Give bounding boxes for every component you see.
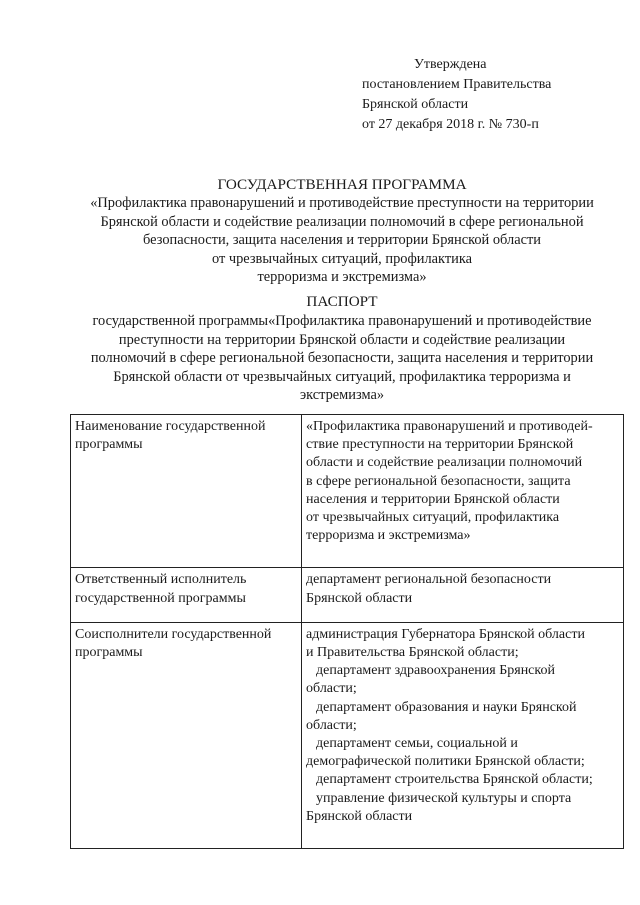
approval-line: Утверждена xyxy=(414,57,487,72)
table-label-cell xyxy=(71,568,302,622)
value-line: департамент региональной безопасности xyxy=(306,572,552,588)
value-line: департамент образования и науки Брянской xyxy=(316,699,577,715)
passport-title-line: экстремизма» xyxy=(299,387,385,404)
label-line: государственной программы xyxy=(75,590,246,606)
value-line: Брянской области xyxy=(306,590,413,606)
table-value-cell xyxy=(302,622,624,848)
value-line: «Профилактика правонарушений и противодей- xyxy=(306,419,593,434)
value-line: департамент здравоохранения Брянской xyxy=(316,663,555,679)
label-line: программы xyxy=(75,437,143,453)
value-line: области; xyxy=(306,717,357,733)
value-line: от чрезвычайных ситуаций, профилактика xyxy=(306,510,560,526)
passport-title-line: преступности на территории Брянской области и содействие реализации xyxy=(118,331,566,348)
value-line: области и содействие реализации полномочий xyxy=(306,455,583,471)
passport-heading: ПАСПОРТ xyxy=(306,293,378,310)
value-line: области; xyxy=(306,681,357,697)
passport-title-line: полномочий в сфере региональной безопасности, защита населения и территории xyxy=(90,350,594,367)
label-line: Соисполнители государственной xyxy=(75,626,272,642)
table-label-cell xyxy=(71,415,302,568)
value-line: ствие преступности на территории Брянской xyxy=(306,437,574,453)
value-line: и Правительства Брянской области; xyxy=(306,645,519,661)
approval-stamp xyxy=(362,55,551,135)
value-line: демографической политики Брянской области; xyxy=(306,754,585,770)
label-line: программы xyxy=(75,645,143,661)
value-line: населения и территории Брянской области xyxy=(306,491,560,507)
label-line: Наименование государственной xyxy=(75,419,266,434)
passport-title-line: Брянской области от чрезвычайных ситуаций, профилактика терроризма и xyxy=(113,368,571,385)
value-line: терроризма и экстремизма» xyxy=(306,528,471,544)
value-line: администрация Губернатора Брянской области xyxy=(306,626,585,642)
program-title-line: безопасности, защита населения и территории Брянской области xyxy=(143,232,541,249)
table-row xyxy=(71,622,624,848)
label-line: Ответственный исполнитель xyxy=(75,572,247,588)
program-heading: ГОСУДАРСТВЕННАЯ ПРОГРАММА xyxy=(217,176,467,193)
approval-line: от 27 декабря 2018 г. № 730-п xyxy=(362,117,539,132)
passport-title-line: государственной программы«Профилактика правонарушений и противодействие xyxy=(92,313,592,330)
program-title-line: от чрезвычайных ситуаций, профилактика xyxy=(211,250,473,267)
program-title-line: «Профилактика правонарушений и противодействие преступности на территории xyxy=(90,195,594,212)
program-title-block xyxy=(60,176,624,286)
passport-table xyxy=(70,414,624,849)
program-title-line: терроризма и экстремизма» xyxy=(257,269,427,286)
approval-line: постановлением Правительства xyxy=(362,77,552,92)
table-value-cell xyxy=(302,415,624,568)
program-title-line: Брянской области и содействие реализации полномочий в сфере региональной xyxy=(100,213,584,230)
value-line: департамент строительства Брянской области; xyxy=(316,772,593,788)
passport-title-block xyxy=(60,293,624,404)
approval-line: Брянской области xyxy=(362,97,469,112)
value-line: управление физической культуры и спорта xyxy=(316,790,572,806)
value-line: департамент семьи, социальной и xyxy=(316,736,518,752)
value-line: в сфере региональной безопасности, защита xyxy=(306,473,571,489)
table-label-cell xyxy=(71,622,302,848)
value-line: Брянской области xyxy=(306,808,413,824)
table-row xyxy=(71,415,624,568)
table-row xyxy=(71,568,624,622)
table-value-cell xyxy=(302,568,624,622)
